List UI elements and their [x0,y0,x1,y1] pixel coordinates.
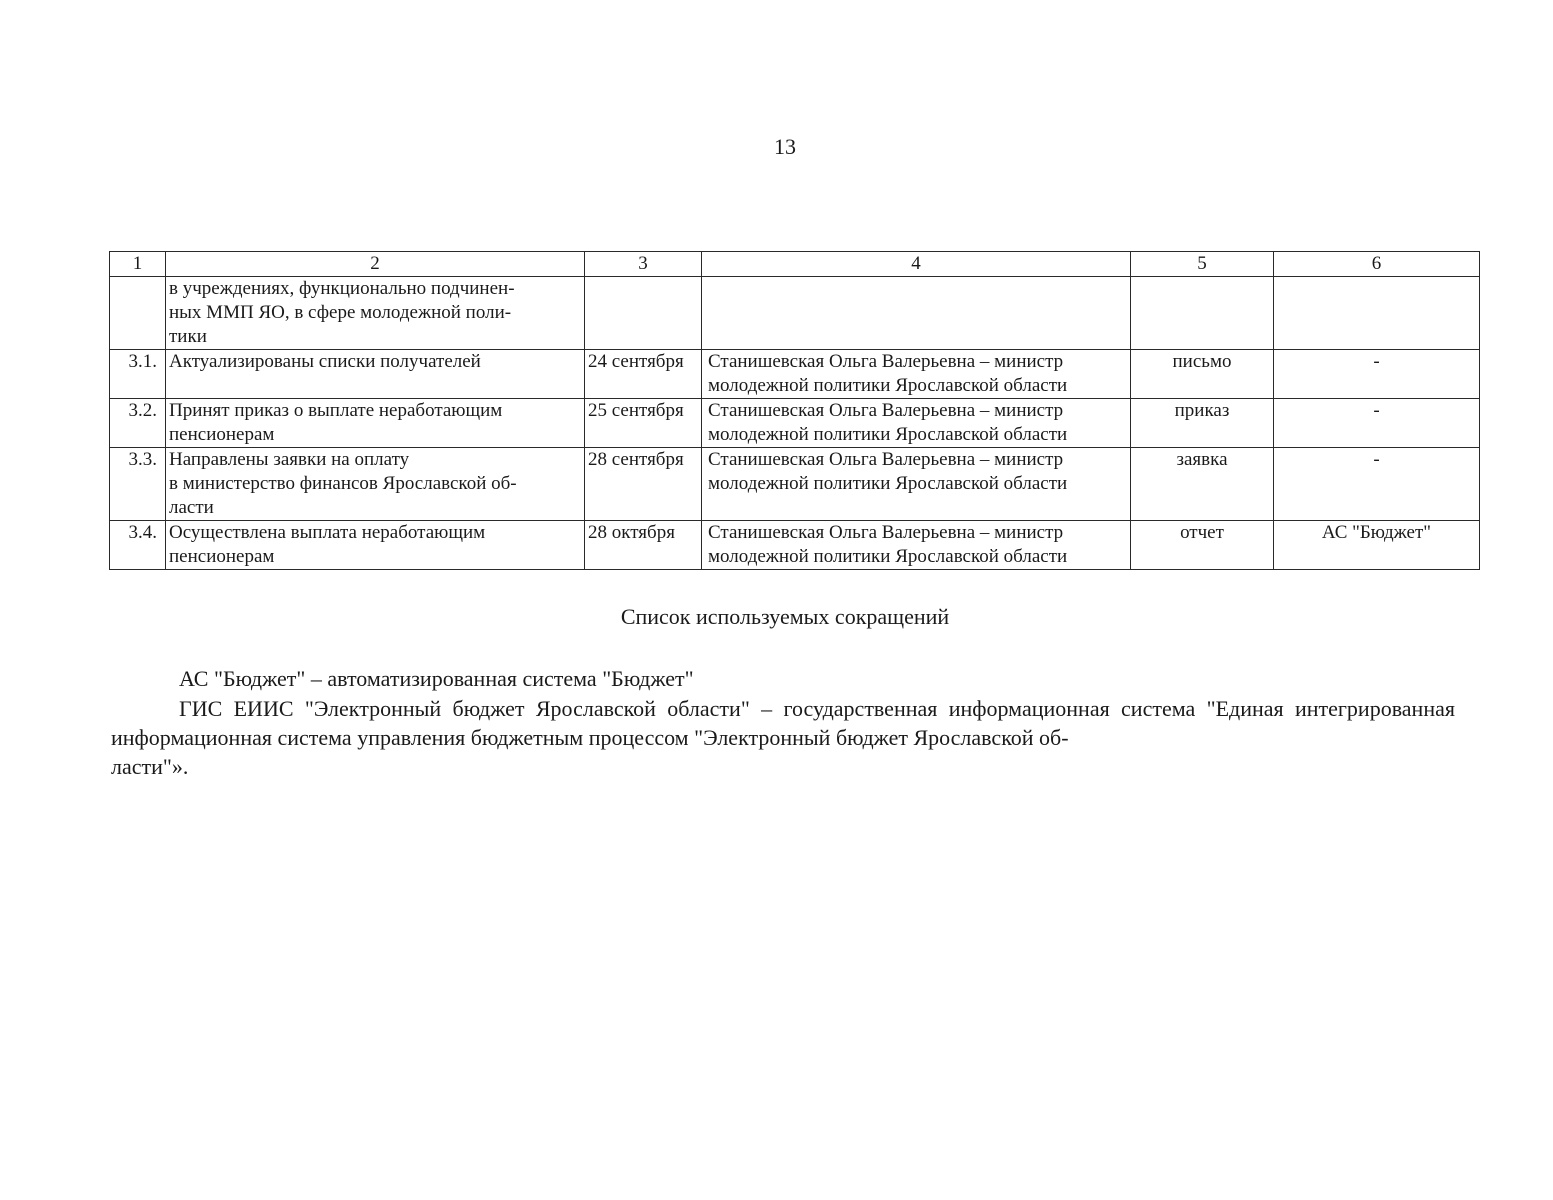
activity-table [109,251,1480,570]
cell-event: Актуализированы списки получателей [166,350,585,399]
cell-event: Осуществлена выплата неработающим пенсионерам [166,521,585,570]
cell-number: 3.1. [110,350,166,399]
abbreviation-item [111,664,1455,693]
cell-document: заявка [1131,448,1274,521]
cell-number: 3.2. [110,399,166,448]
abbreviation-item [111,694,1455,781]
cell-number: 3.3. [110,448,166,521]
cell-system: - [1274,399,1480,448]
abbreviation-text: АС "Бюджет" – автоматизированная система "Бюджет" [179,666,694,691]
cell-event: Направлены заявки на оплату в министерство финансов Ярославской об- ласти [166,448,585,521]
cell-event: Принят приказ о выплате неработающим пенсионерам [166,399,585,448]
column-header: 2 [166,252,585,277]
cell-number [110,277,166,350]
column-header: 3 [585,252,702,277]
cell-date: 28 сентября [585,448,702,521]
table-row [110,448,1480,521]
cell-responsible: Станишевская Ольга Валерьевна – министр молодежной политики Ярославской области [702,350,1131,399]
cell-date: 28 октября [585,521,702,570]
cell-event: в учреждениях, функционально подчинен- ных ММП ЯО, в сфере молодежной поли- тики [166,277,585,350]
table-header-row [110,252,1480,277]
table-row [110,521,1480,570]
cell-number: 3.4. [110,521,166,570]
cell-date: 24 сентября [585,350,702,399]
table-row [110,399,1480,448]
cell-responsible: Станишевская Ольга Валерьевна – министр молодежной политики Ярославской области [702,448,1131,521]
cell-document: приказ [1131,399,1274,448]
page-number: 13 [774,134,796,159]
cell-date: 25 сентября [585,399,702,448]
cell-system: - [1274,350,1480,399]
cell-document [1131,277,1274,350]
table-body [110,277,1480,570]
cell-responsible: Станишевская Ольга Валерьевна – министр молодежной политики Ярославской области [702,399,1131,448]
abbreviation-text: ГИС ЕИИС "Электронный бюджет Ярославской области" – государственная информационная система "Единая интегрированная информационная система управления бюджетным процессом "Электронный бюджет Ярославской об- ласти"». [111,696,1455,779]
cell-date [585,277,702,350]
cell-document: отчет [1131,521,1274,570]
column-header: 1 [110,252,166,277]
cell-system: - [1274,448,1480,521]
cell-responsible [702,277,1131,350]
abbreviations-title: Список используемых сокращений [620,604,950,629]
cell-system: АС "Бюджет" [1274,521,1480,570]
column-header: 5 [1131,252,1274,277]
column-header: 4 [702,252,1131,277]
cell-system [1274,277,1480,350]
table-row [110,350,1480,399]
table-row [110,277,1480,350]
cell-document: письмо [1131,350,1274,399]
column-header: 6 [1274,252,1480,277]
cell-responsible: Станишевская Ольга Валерьевна – министр молодежной политики Ярославской области [702,521,1131,570]
